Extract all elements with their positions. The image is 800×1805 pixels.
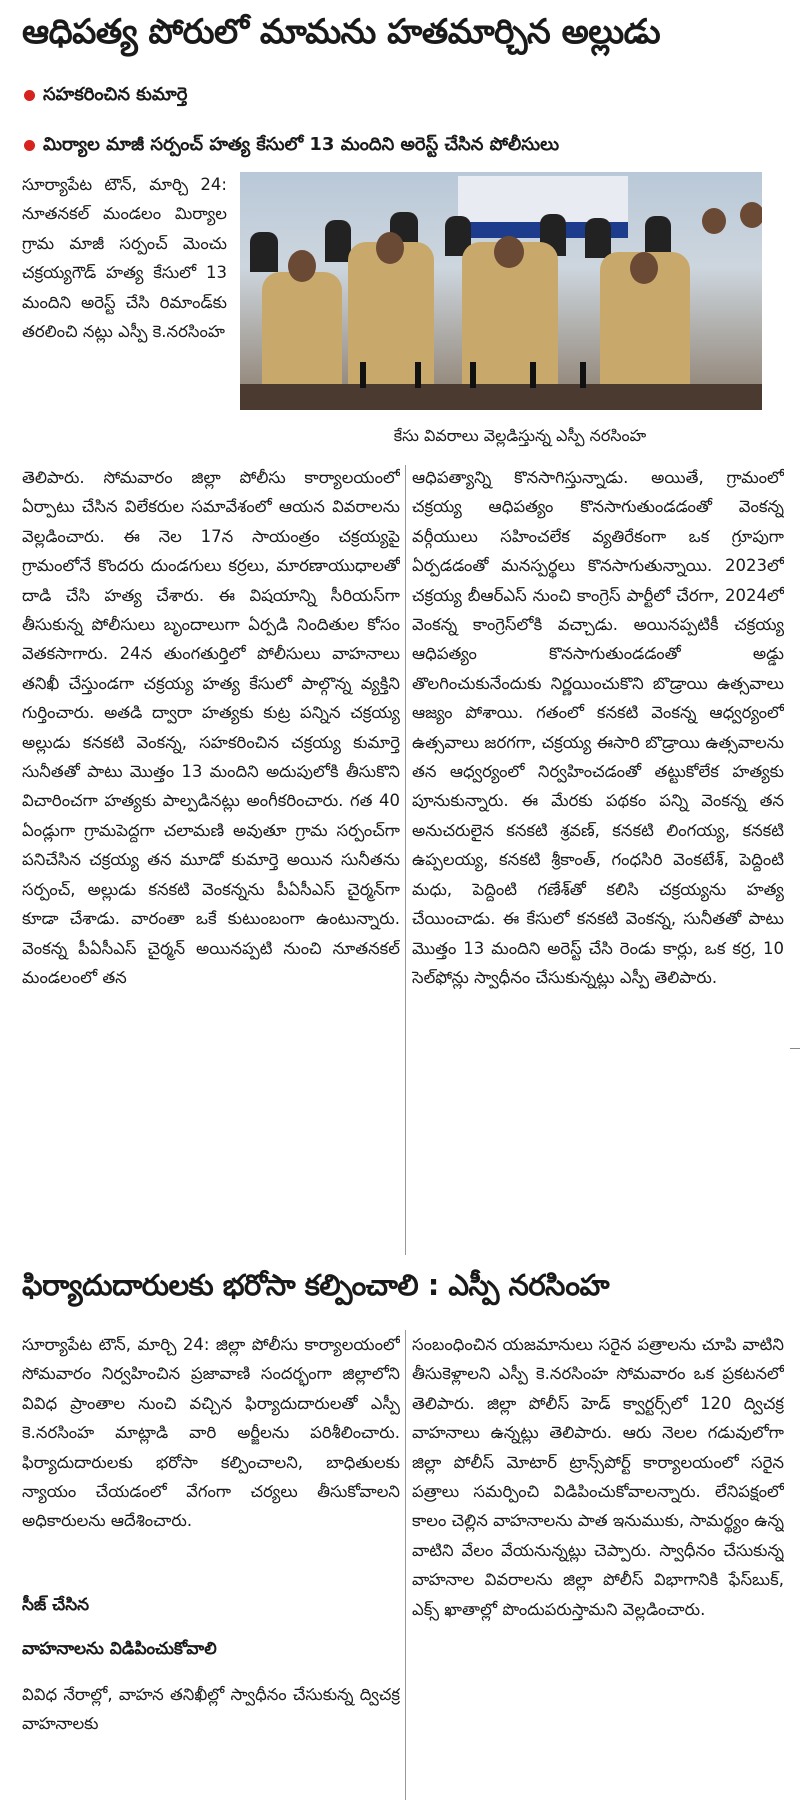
subheadline-bullet: [24, 82, 794, 108]
officer-head: [376, 232, 404, 264]
article-headline: ఆధిపత్య పోరులో మామను హతమార్చిన అల్లుడు: [22, 12, 661, 52]
subheading: సీజ్ చేసిన: [22, 1595, 90, 1615]
hooded-accused: [325, 220, 351, 262]
officer-head: [288, 250, 316, 282]
bullet-dot-icon: [24, 140, 35, 151]
microphone: [360, 362, 366, 388]
photo-caption: కేసు వివరాలు వెల్లడిస్తున్న ఎస్పీ నరసింహ: [393, 426, 647, 445]
person: [740, 202, 762, 228]
microphone: [530, 362, 536, 388]
column-divider: [405, 1330, 406, 1800]
bullet-text: సహకరించిన కుమార్తె: [43, 84, 188, 105]
microphone: [470, 362, 476, 388]
article-body-left-column-continued: వివిధ నేరాల్లో, వాహన తనిఖీల్లో స్వాధీనం చేసుకున్న ద్విచక్ర వాహనాలకు: [22, 1685, 400, 1734]
microphone: [580, 362, 586, 388]
person: [702, 208, 726, 234]
press-table: [240, 384, 762, 410]
article-headline: ఫిర్యాదుదారులకు భరోసా కల్పించాలి : ఎస్పీ నరసింహ: [22, 1268, 610, 1302]
column-divider: [405, 465, 406, 1255]
article-body-left-column: తెలిపారు. సోమవారం జిల్లా పోలీసు కార్యాలయంలో ఏర్పాటు చేసిన విలేకరుల సమావేశంలో ఆయన వివరాలను వెల్లడించారు. ఈ నెల 17న సాయంత్రం చక్రయ్యపై గ్రామంలోనే కొందరు దుండగులు కర్రలు, మారణాయుధాలతో దాడి చేసి హత్య చేశారు. ఈ విషయాన్ని సీరియస్‌గా తీసుకున్న పోలీసులు బృందాలుగా ఏర్పడి నిందితుల కోసం వెతకసాగారు. 24న తుంగతుర్తిలో పోలీసులు వాహనాలు తనిఖీ చేస్తుండగా చక్రయ్య హత్య కేసులో పాల్గొన్న వ్యక్తిని గుర్తించారు. అతడి ద్వారా హత్యకు కుట్ర పన్నిన చక్రయ్య అల్లుడు కనకటి వెంకన్న, సహకరించిన చక్రయ్య కుమార్తె సునీతతో పాటు మొత్తం 13 మందిని అదుపులోకి తీసుకొని విచారించగా హత్యకు పాల్పడినట్లు అంగీకరించారు. గత 40 ఏండ్లుగా గ్రామపెద్దగా చలామణి అవుతూ గ్రామ సర్పంచ్‌గా పనిచేసిన చక్రయ్య తన మూడో కుమార్తె అయిన సునీతను సర్పంచ్, అల్లుడు కనకటి వెంకన్నను పీఏసీఎస్ చైర్మన్‌గా కూడా చేశాడు. వారంతా ఒకే కుటుంబంగా ఉంటున్నారు. వెంకన్న పీఏసీఎస్ చైర్మన్ అయినప్పటి నుంచి నూతనకల్ మండలంలో తన: [22, 468, 400, 987]
officer-head: [494, 236, 524, 268]
article-body-right-column: సంబంధించిన యజమానులు సరైన పత్రాలను చూపి వాటిని తీసుకెళ్లాలని ఎస్పీ కె.నరసింహ సోమవారం ఒక ప్రకటనలో తెలిపారు. జిల్లా పోలీస్ హెడ్ క్వార్టర్స్‌లో 120 ద్విచక్ర వాహనాలు ఉన్నట్లు తెలిపారు. ఆరు నెలల గడువులోగా జిల్లా పోలీస్ మోటార్ ట్రాన్స్‌పోర్ట్ కార్యాలయంలో సరైన పత్రాలు సమర్పించి విడిపించుకోవాలన్నారు. లేనిపక్షంలో కాలం చెల్లిన వాహనాలను పాత ఇనుముకు, సామర్థ్యం ఉన్న వాటిని వేలం వేయనున్నట్లు చెప్పారు. స్వాధీనం చేసుకున్న వాహనాల వివరాలను జిల్లా పోలీస్ విభాగానికి ఫేస్‌బుక్, ఎక్స్ ఖాతాల్లో పొందుపరుస్తామని వెల్లడించారు.: [412, 1335, 784, 1619]
subheading: వాహనాలను విడిపించుకోవాలి: [22, 1639, 217, 1659]
officer-head: [630, 252, 658, 284]
fold-mark: [790, 1048, 800, 1049]
bullet-dot-icon: [24, 90, 35, 101]
hooded-accused: [585, 218, 611, 258]
subheadline-bullet: [24, 132, 794, 158]
microphone: [415, 362, 421, 388]
hooded-accused: [250, 232, 278, 272]
officer: [262, 272, 342, 392]
bullet-text: మిర్యాల మాజీ సర్పంచ్ హత్య కేసులో 13 మందిని అరెస్ట్ చేసిన పోలీసులు: [43, 134, 560, 155]
article-body-right-column: ఆధిపత్యాన్ని కొనసాగిస్తున్నాడు. అయితే, గ్రామంలో చక్రయ్య ఆధిపత్యం కొనసాగుతుండడంతో వెంకన్న వర్గీయులు సహించలేక వ్యతిరేకంగా ఒక గ్రూపుగా ఏర్పడడంతో మనస్పర్థలు కొనసాగుతున్నాయి. 2023లో చక్రయ్య బీఆర్ఎస్ నుంచి కాంగ్రెస్ పార్టీలో చేరగా, 2024లో వెంకన్న కాంగ్రెస్‌లోకి వచ్చాడు. అయినప్పటికీ చక్రయ్య ఆధిపత్యం కొనసాగుతుండడంతో అడ్డు తొలగించుకునేందుకు నిర్ణయించుకొని బొడ్రాయి ఉత్సవాలు ఆజ్యం పోశాయి. గతంలో కనకటి వెంకన్న ఆధ్వర్యంలో ఉత్సవాలు జరగగా, చక్రయ్య ఈసారి బొడ్రాయి ఉత్సవాలను తన ఆధ్వర్యంలో నిర్వహించడంతో తట్టుకోలేక హత్యకు పూనుకున్నారు. ఈ మేరకు పథకం పన్ని వెంకన్న తన అనుచరులైన కనకటి శ్రవణ్, కనకటి లింగయ్య, కనకటి ఉప్పలయ్య, కనకటి శ్రీకాంత్, గంధసిరి వెంకటేశ్, పెద్దింటి మధు, పెద్దింటి గణేశ్‌తో కలిసి చక్రయ్యను హత్య చేయించాడు. ఈ కేసులో కనకటి వెంకన్న, సునీతతో పాటు మొత్తం 13 మందిని అరెస్ట్ చేసి రెండు కార్లు, ఒక కర్ర, 10 సెల్‌ఫోన్లు స్వాధీనం చేసుకున్నట్లు ఎస్పీ తెలిపారు.: [412, 468, 784, 987]
article-body-intro: సూర్యాపేట టౌన్, మార్చి 24: నూతనకల్ మండలం మిర్యాల గ్రామ మాజీ సర్పంచ్ మెంచు చక్రయ్యగౌడ్ హత్య కేసులో 13 మందిని అరెస్ట్ చేసి రిమాండ్‌కు తరలించి నట్లు ఎస్పీ కె.నరసింహ: [22, 175, 227, 342]
article-body-left-column: సూర్యాపేట టౌన్, మార్చి 24: జిల్లా పోలీసు కార్యాలయంలో సోమవారం నిర్వహించిన ప్రజావాణి సందర్భంగా జిల్లాలోని వివిధ ప్రాంతాల నుంచి వచ్చిన ఫిర్యాదుదారులతో ఎస్పీ కె.నరసింహ మాట్లాడి వారి అర్జీలను పరిశీలించారు. ఫిర్యాదుదారులకు భరోసా కల్పించాలని, బాధితులకు న్యాయం చేయడంలో వేగంగా చర్యలు తీసుకోవాలని అధికారులను ఆదేశించారు.: [22, 1335, 400, 1531]
press-conference-photo: [240, 172, 762, 410]
